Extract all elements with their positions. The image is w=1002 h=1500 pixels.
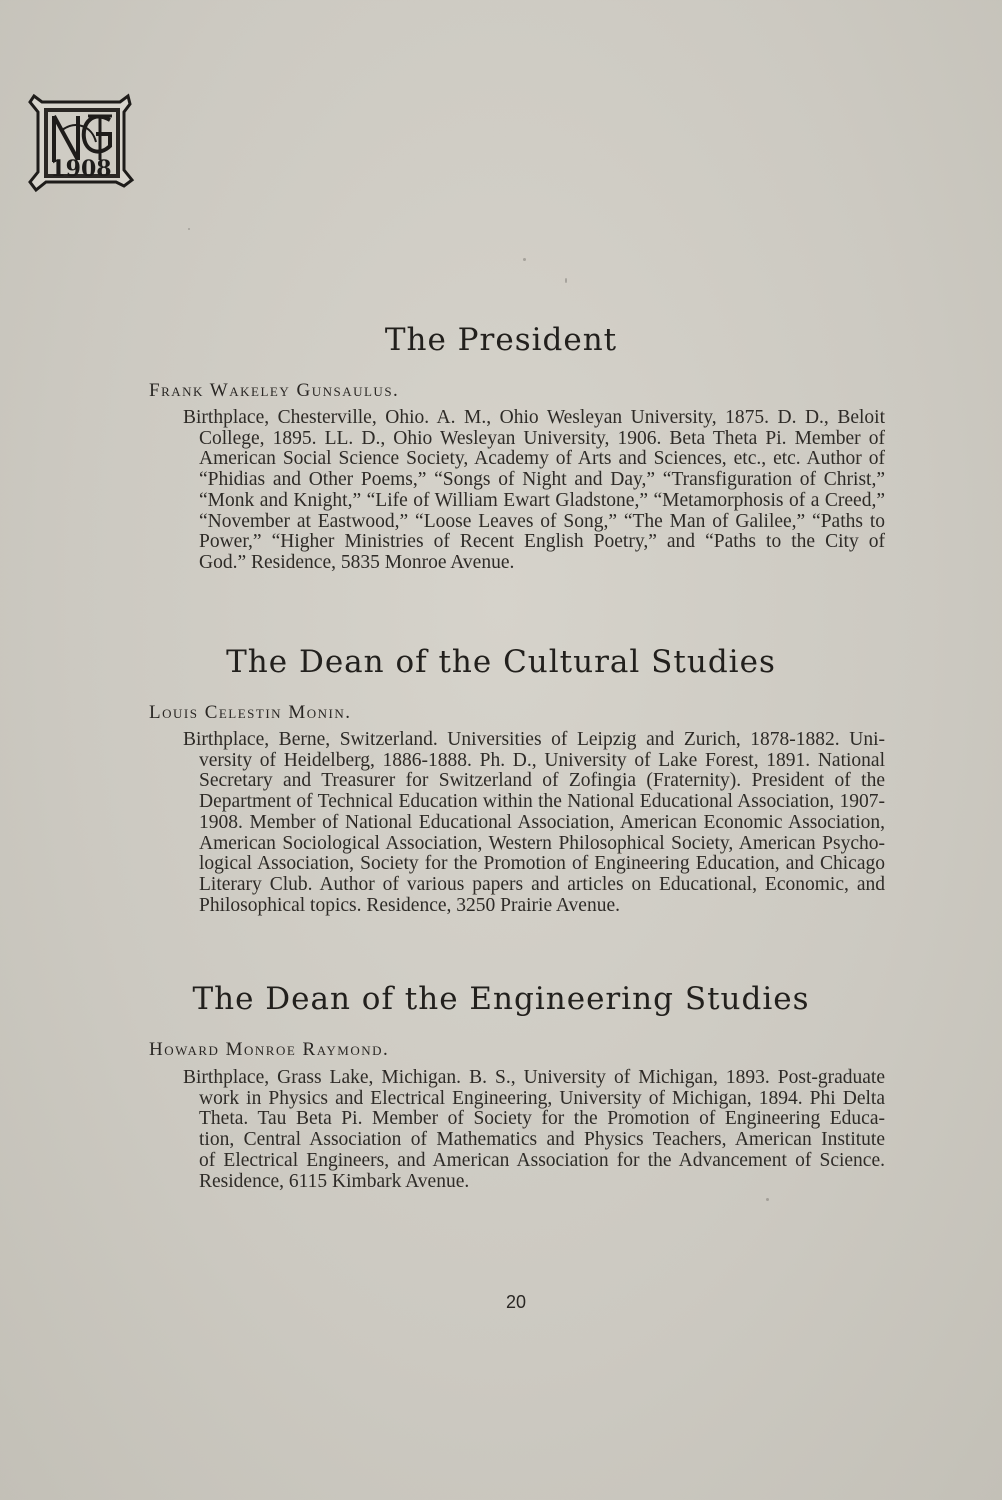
section-title-president: The President xyxy=(384,322,618,358)
bio-line: Secretary and Treasurer for Switzerland of Zofingia (Fraternity). President of the xyxy=(199,770,885,792)
monogram-1908-icon xyxy=(26,90,136,195)
bio-line: American Sociological Association, Western Philosophical Society, American Psycho- xyxy=(199,832,885,854)
bio-cultural-dean xyxy=(183,729,885,916)
person-name-cultural-dean: Louis Celestin Monin. xyxy=(149,702,352,723)
person-name-president: Frank Wakeley Gunsaulus. xyxy=(149,380,400,401)
bio-line: “Phidias and Other Poems,” “Songs of Night and Day,” “Transfiguration of Christ,” xyxy=(199,469,885,491)
bio-line: versity of Heidelberg, 1886-1888. Ph. D., University of Lake Forest, 1891. National xyxy=(199,749,885,771)
bio-line: 1908. Member of National Educational Association, American Economic Association, xyxy=(199,811,885,833)
bio-line: Birthplace, Grass Lake, Michigan. B. S., University of Michigan, 1893. Post-graduate xyxy=(183,1067,885,1088)
section-title-cultural-studies: The Dean of the Cultural Studies xyxy=(226,644,776,680)
section-title-engineering-studies: The Dean of the Engineering Studies xyxy=(192,981,810,1017)
bio-line: College, 1895. LL. D., Ohio Wesleyan University, 1906. Beta Theta Pi. Member of xyxy=(199,427,885,449)
bio-line: God.” Residence, 5835 Monroe Avenue. xyxy=(199,551,515,573)
bio-president xyxy=(183,407,885,574)
bio-line: “Monk and Knight,” “Life of William Ewart Gladstone,” “Metamorphosis of a Creed,” xyxy=(199,489,885,511)
bio-line: Theta. Tau Beta Pi. Member of Society for the Promotion of Engineering Educa- xyxy=(199,1108,885,1130)
bio-line: of Electrical Engineers, and American Association for the Advancement of Science. xyxy=(199,1149,885,1171)
page-number: 20 xyxy=(505,1292,527,1312)
bio-line: Residence, 6115 Kimbark Avenue. xyxy=(199,1170,470,1192)
paper-speck xyxy=(565,278,567,283)
bio-line: Philosophical topics. Residence, 3250 Prairie Avenue. xyxy=(199,894,620,916)
paper-speck xyxy=(523,258,526,261)
bio-line: Literary Club. Author of various papers and articles on Educational, Economic, and xyxy=(199,873,885,895)
bio-line: “November at Eastwood,” “Loose Leaves of Song,” “The Man of Galilee,” “Paths to xyxy=(199,510,885,532)
bio-line: Power,” “Higher Ministries of Recent English Poetry,” and “Paths to the City of xyxy=(199,531,885,553)
bio-line: American Social Science Society, Academy of Arts and Sciences, etc., etc. Author of xyxy=(199,448,885,470)
paper-speck xyxy=(766,1198,769,1201)
bio-line: work in Physics and Electrical Engineering, University of Michigan, 1894. Phi Delta xyxy=(199,1087,885,1109)
bio-line: Birthplace, Chesterville, Ohio. A. M., Ohio Wesleyan University, 1875. D. D., Beloit xyxy=(183,407,885,428)
emblem-year: 1908 xyxy=(50,156,112,182)
bio-line: Birthplace, Berne, Switzerland. Universities of Leipzig and Zurich, 1878-1882. Uni- xyxy=(183,729,885,750)
person-name-engineering-dean: Howard Monroe Raymond. xyxy=(149,1039,390,1060)
paper-speck xyxy=(188,228,190,230)
bio-engineering-dean xyxy=(183,1067,885,1192)
bio-line: Department of Technical Education within the National Educational Association, 1907- xyxy=(199,791,885,813)
bio-line: logical Association, Society for the Promotion of Engineering Education, and Chicago xyxy=(199,853,885,875)
bio-line: tion, Central Association of Mathematics and Physics Teachers, American Institute xyxy=(199,1129,885,1151)
